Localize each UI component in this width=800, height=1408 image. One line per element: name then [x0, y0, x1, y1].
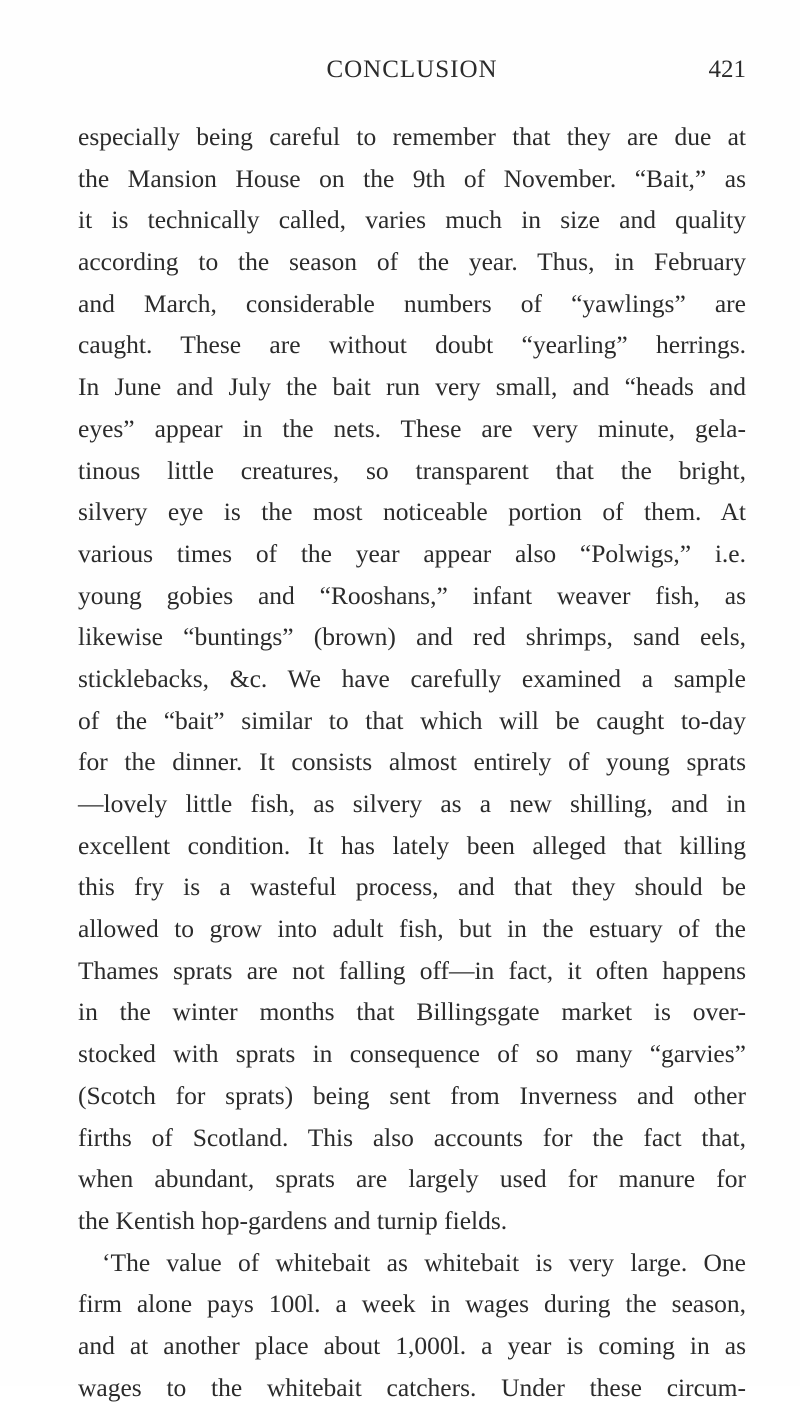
- text-line: especially being careful to remember that they are due at: [78, 122, 746, 151]
- text-line: of the “bait” similar to that which will be caught to-day: [78, 705, 746, 735]
- text-line: allowed to grow into adult fish, but in the estuary of the: [78, 914, 746, 944]
- text-line: tinous little creatures, so transparent that the bright,: [78, 455, 746, 485]
- text-line: wages to the whitebait catchers. Under these circum-: [78, 1372, 746, 1402]
- text-line: and at another place about 1,000l. a year is coming in as: [78, 1330, 746, 1360]
- running-title: CONCLUSION: [326, 56, 498, 83]
- text-line: according to the season of the year. Thus, in February: [78, 247, 746, 277]
- running-head: [78, 56, 746, 92]
- body-text: [78, 116, 746, 1408]
- text-line: caught. These are without doubt “yearling” herrings.: [78, 330, 746, 360]
- text-line: Thames sprats are not falling off—in fact, it often happens: [78, 955, 746, 985]
- text-line: the Kentish hop-gardens and turnip fields.: [78, 1205, 508, 1235]
- text-line: silvery eye is the most noticeable portion of them. At: [78, 497, 746, 527]
- page-number: 421: [708, 56, 746, 83]
- text-line: sticklebacks, &c. We have carefully examined a sample: [78, 663, 746, 693]
- text-line: eyes” appear in the nets. These are very minute, gela-: [78, 413, 746, 443]
- text-line: stocked with sprats in consequence of so many “garvies”: [78, 1039, 746, 1069]
- text-line: and March, considerable numbers of “yawlings” are: [78, 288, 746, 318]
- text-line: (Scotch for sprats) being sent from Inverness and other: [78, 1080, 746, 1110]
- text-line: it is technically called, varies much in size and quality: [78, 205, 746, 235]
- text-line: firths of Scotland. This also accounts for the fact that,: [78, 1122, 746, 1152]
- text-line: —lovely little fish, as silvery as a new shilling, and in: [78, 789, 746, 818]
- text-line: for the dinner. It consists almost entirely of young sprats: [78, 747, 746, 777]
- text-line: excellent condition. It has lately been alleged that killing: [78, 830, 746, 860]
- text-line: in the winter months that Billingsgate market is over-: [78, 997, 746, 1027]
- text-line: when abundant, sprats are largely used for manure for: [78, 1164, 746, 1194]
- text-line: young gobies and “Rooshans,” infant weaver fish, as: [78, 580, 746, 610]
- text-line: this fry is a wasteful process, and that they should be: [78, 872, 746, 902]
- text-line: likewise “buntings” (brown) and red shrimps, sand eels,: [78, 622, 746, 652]
- text-line: various times of the year appear also “Polwigs,” i.e.: [78, 538, 746, 568]
- text-line: the Mansion House on the 9th of November. “Bait,” as: [78, 163, 746, 193]
- text-line: In June and July the bait run very small, and “heads and: [78, 372, 746, 402]
- text-line: ‘The value of whitebait as whitebait is very large. One: [102, 1247, 746, 1277]
- text-line: firm alone pays 100l. a week in wages during the season,: [78, 1289, 746, 1319]
